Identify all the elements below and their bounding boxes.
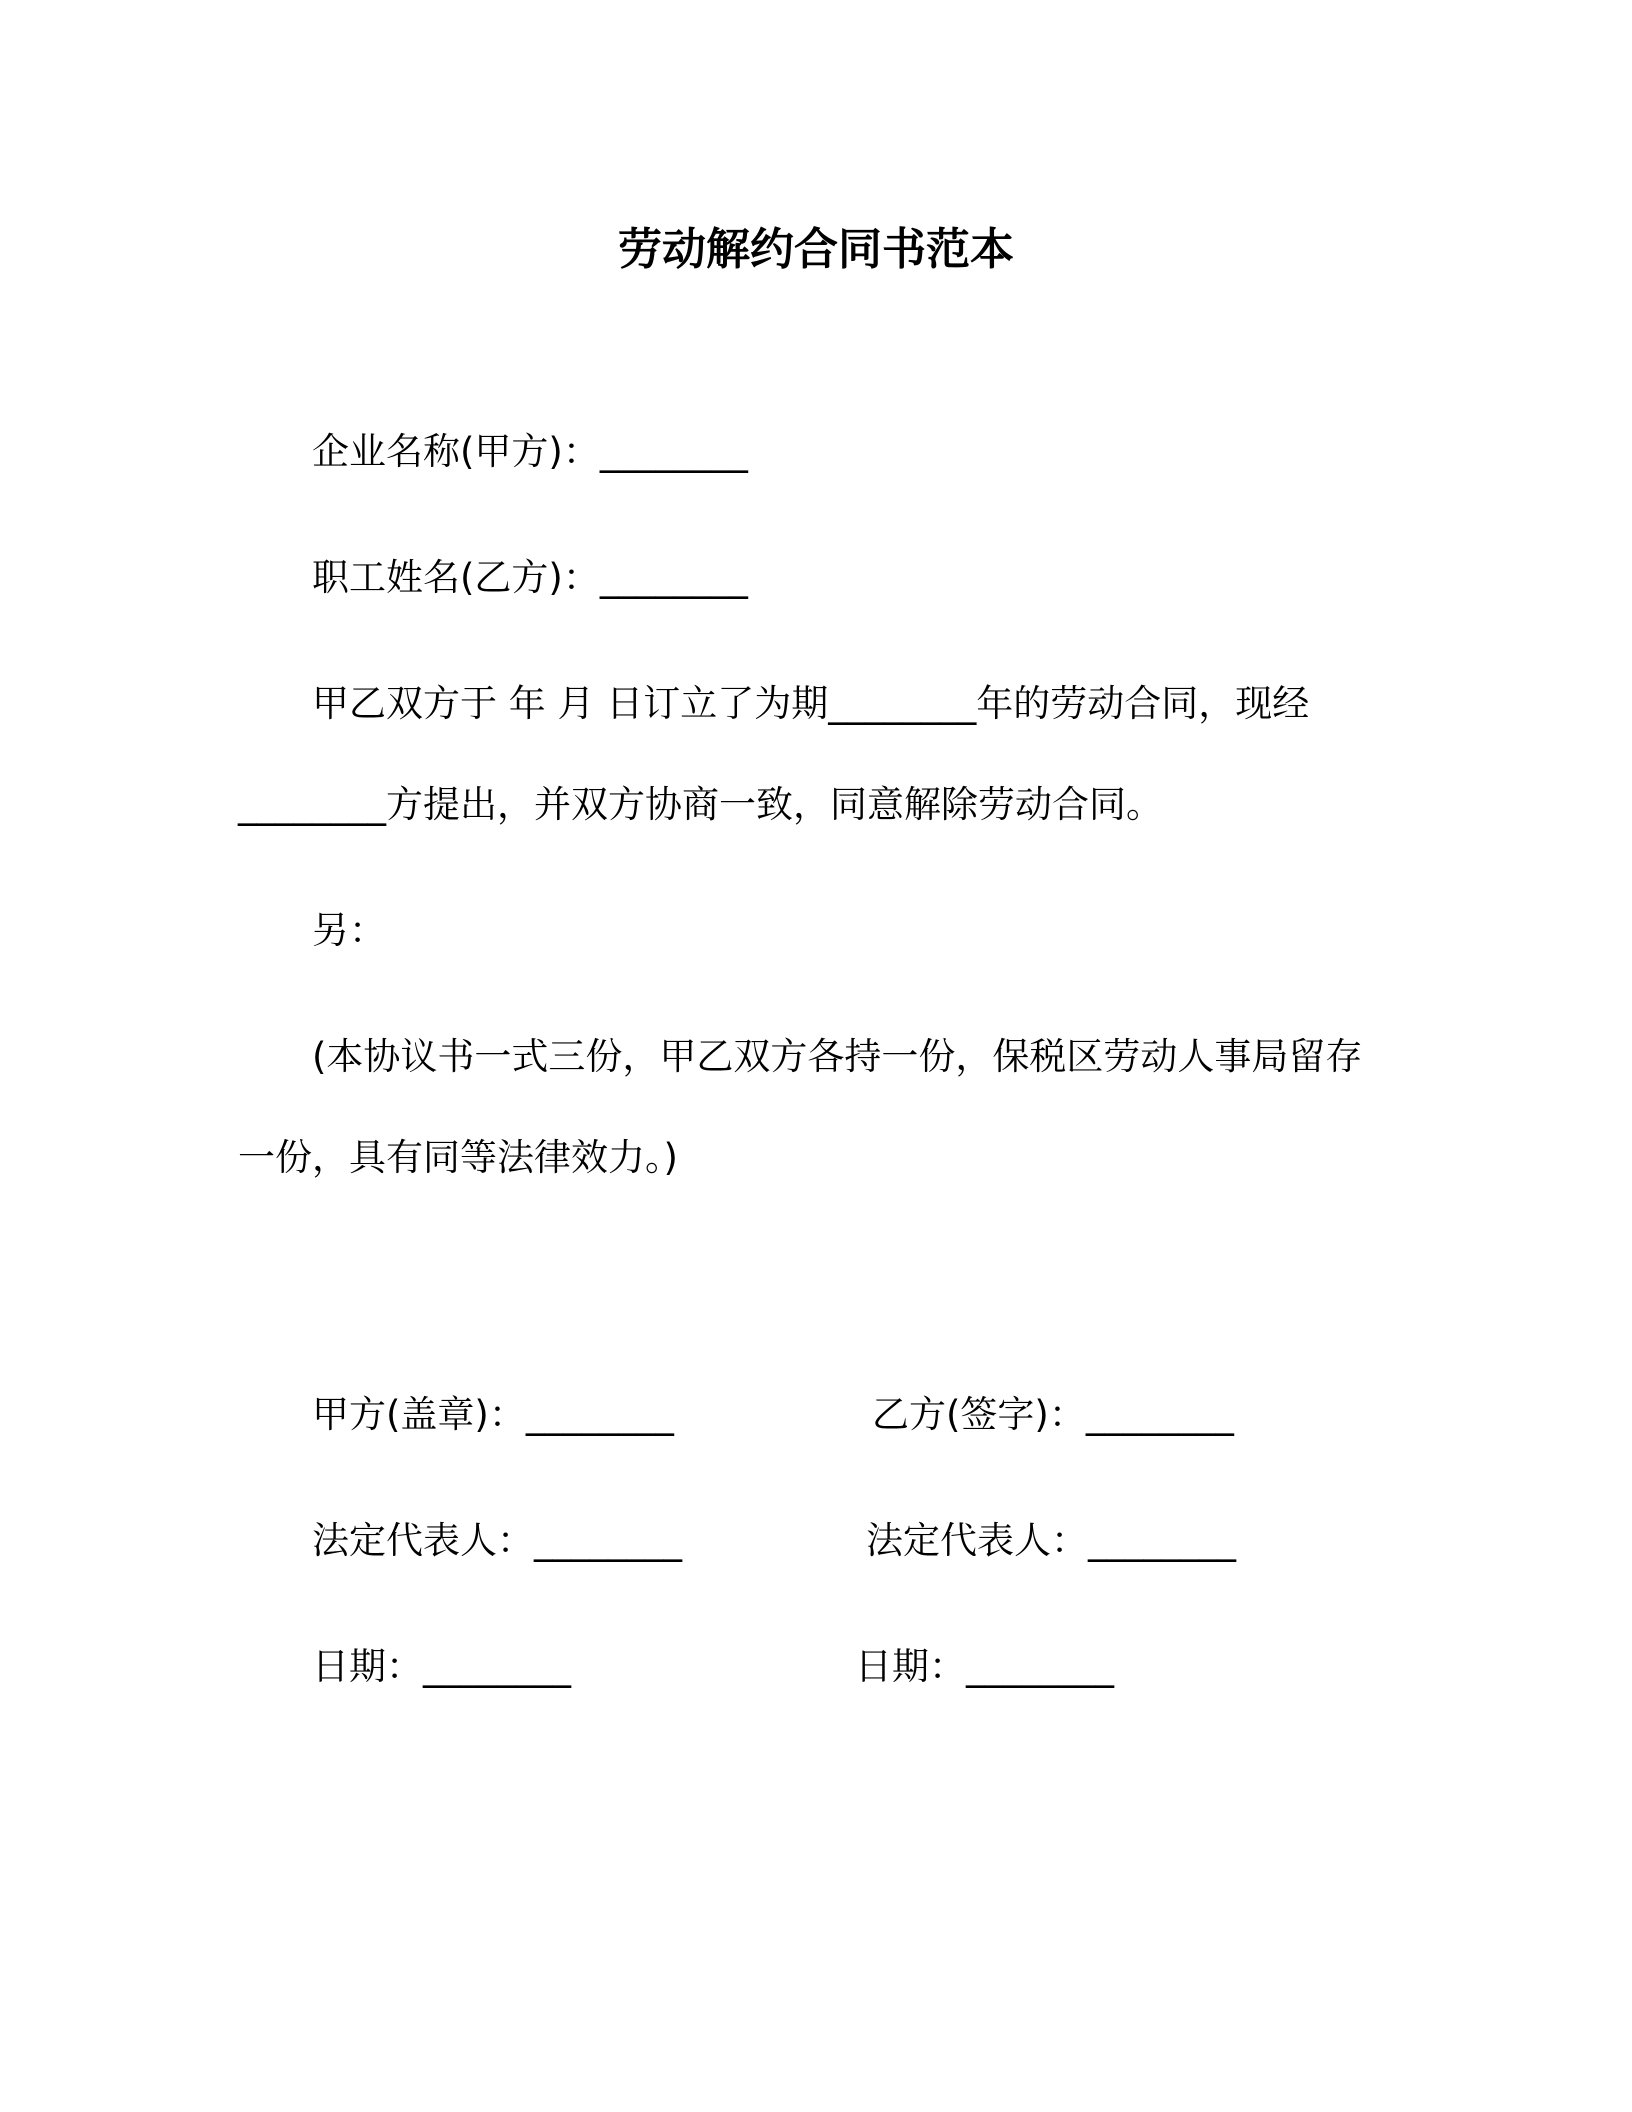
- party-b-representative-field: 法定代表人：________: [866, 1519, 1236, 1562]
- party-a-date-field: 日期：________: [312, 1645, 571, 1688]
- contract-paragraph-line-1: 甲乙双方于 年 月 日订立了为期________年的劳动合同，现经: [312, 682, 1310, 725]
- party-a-representative-field: 法定代表人：________: [312, 1519, 682, 1562]
- document-title: 劳动解约合同书范本: [618, 224, 1014, 275]
- copies-note-line-1: (本协议书一式三份，甲乙双方各持一份，保税区劳动人事局留存: [312, 1035, 1363, 1078]
- additional-terms-label: 另：: [312, 909, 386, 952]
- party-b-sign-field: 乙方(签字)：________: [872, 1393, 1234, 1436]
- contract-paragraph-line-2: ________方提出，并双方协商一致，同意解除劳动合同。: [238, 783, 1163, 826]
- party-a-seal-field: 甲方(盖章)：________: [312, 1393, 674, 1436]
- employee-name-field: 职工姓名(乙方)：________: [312, 556, 748, 599]
- company-name-field: 企业名称(甲方)：________: [312, 430, 748, 473]
- copies-note-line-2: 一份，具有同等法律效力。): [238, 1136, 678, 1179]
- party-b-date-field: 日期：________: [855, 1645, 1114, 1688]
